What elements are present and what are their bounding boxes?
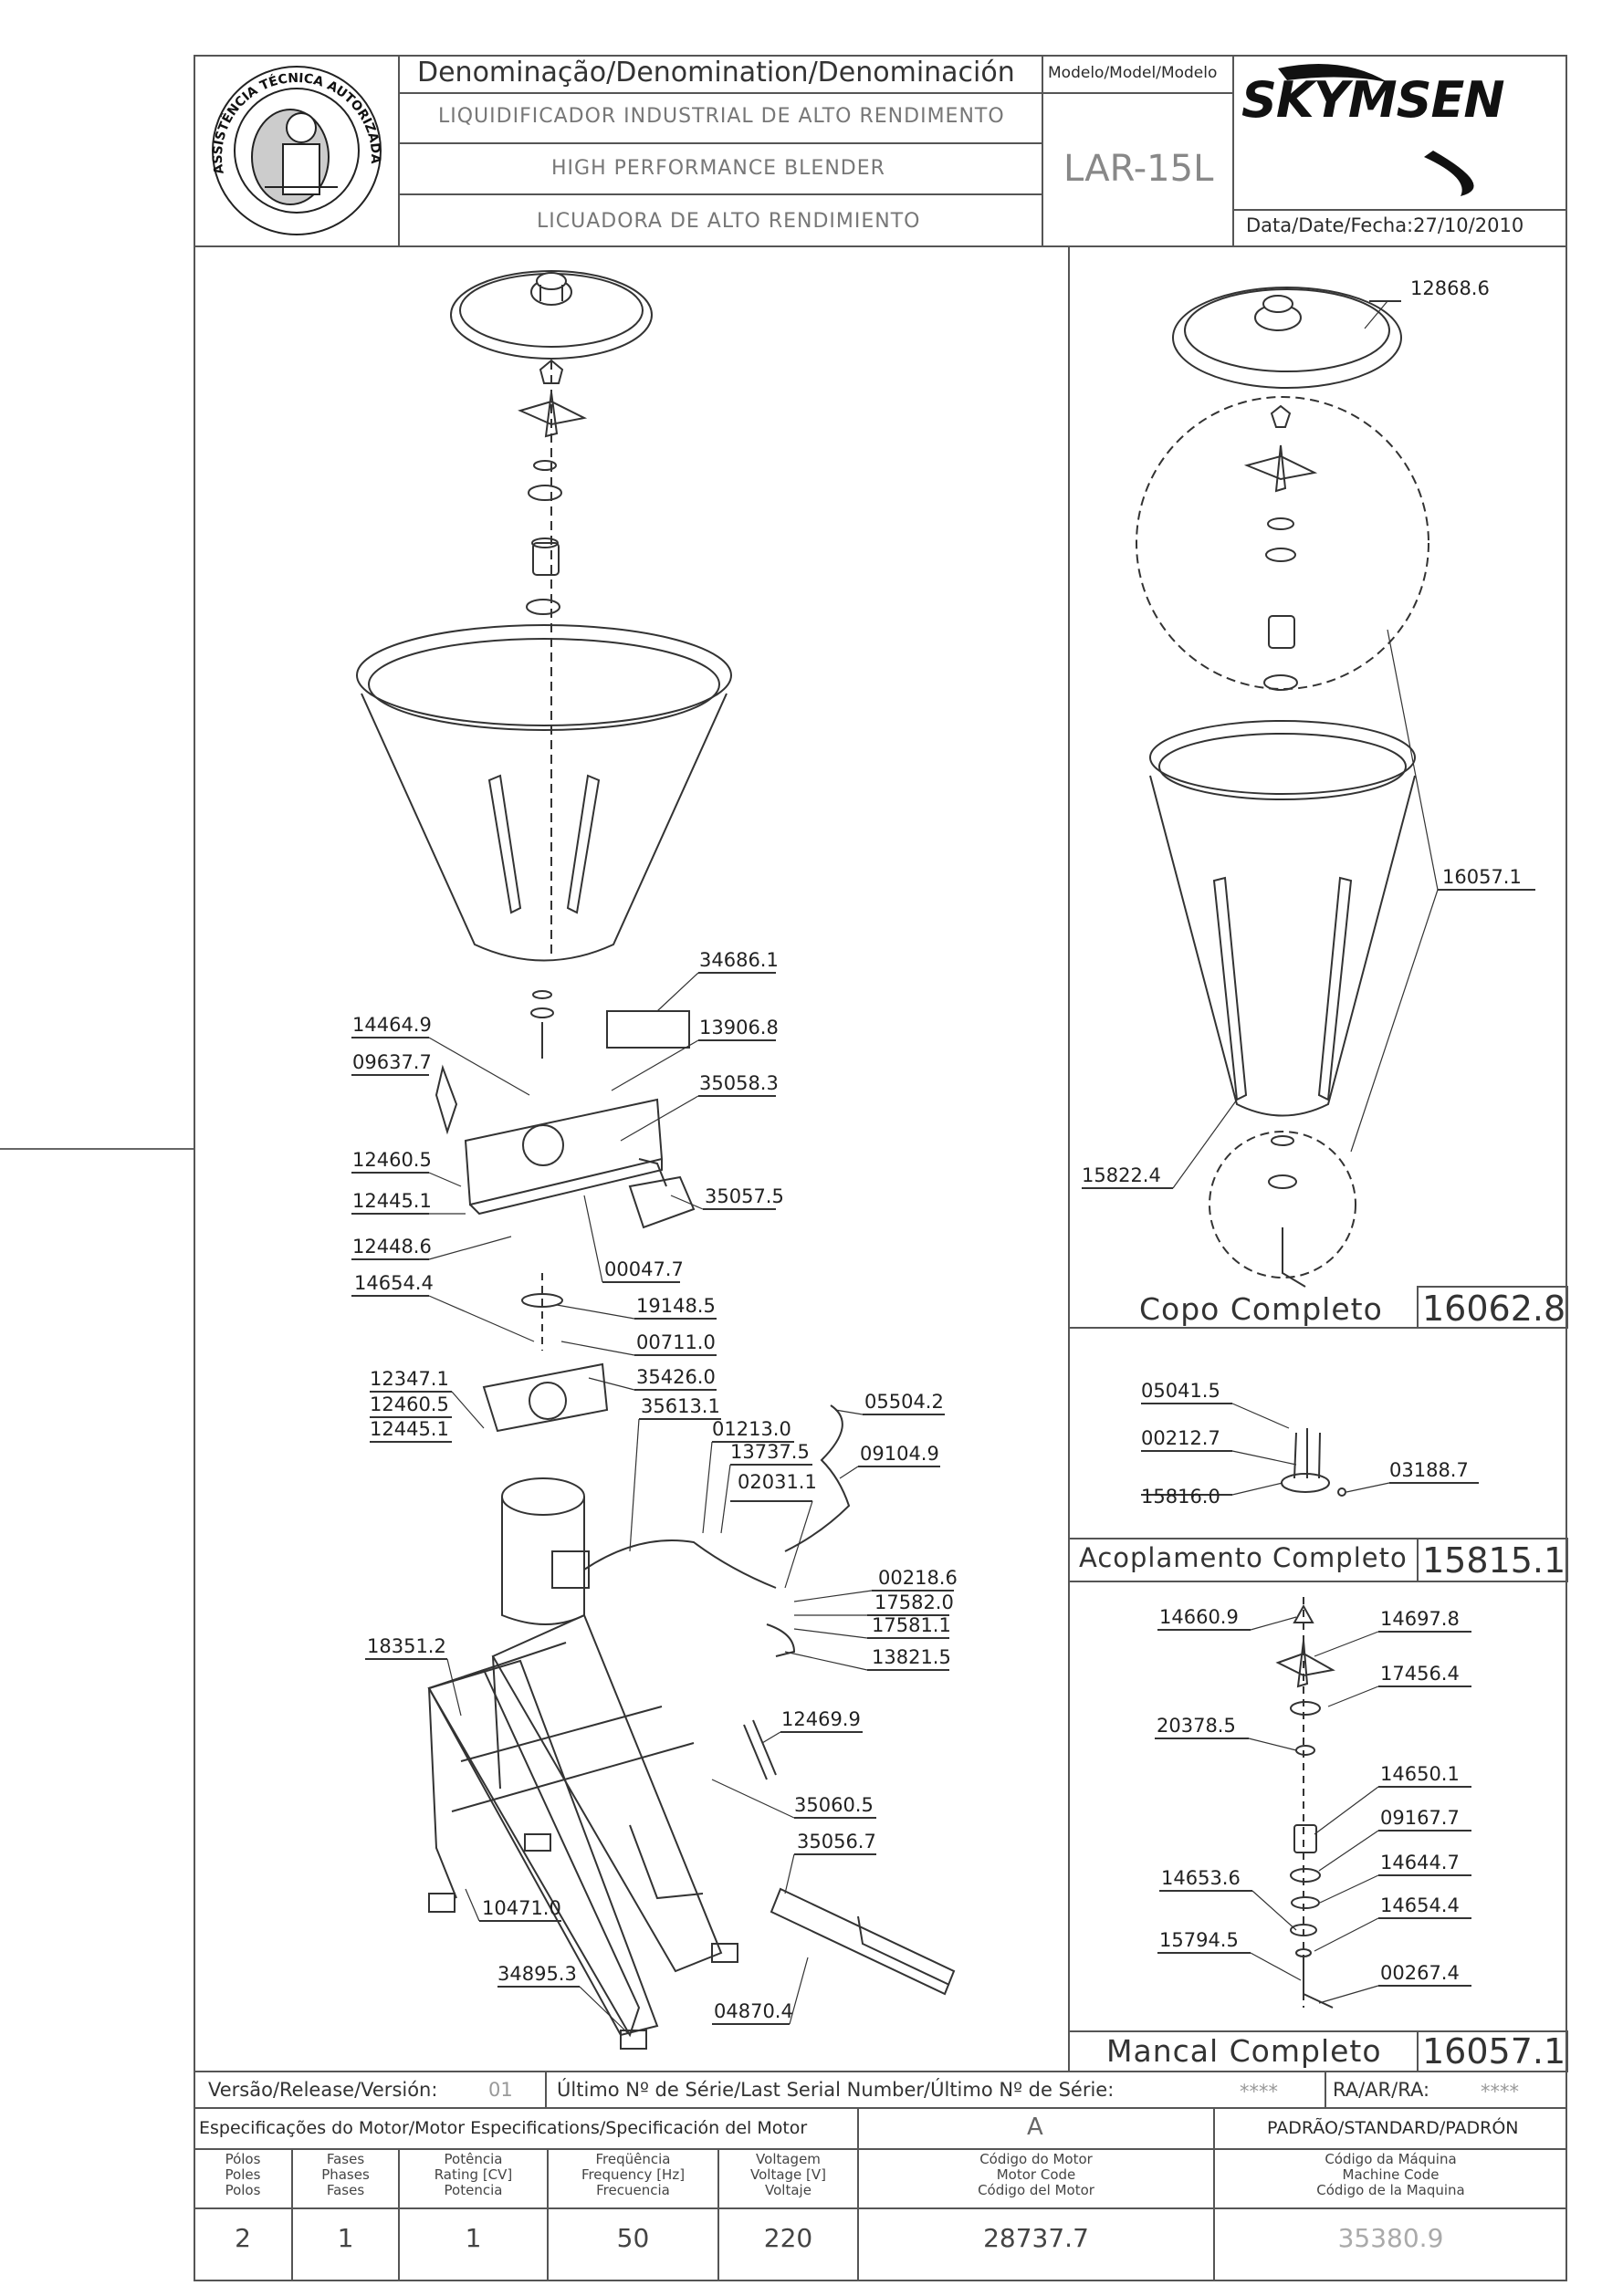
spec-machine-code-header [1214, 2152, 1567, 2198]
spec-phases-header [292, 2152, 399, 2198]
spec-label: Código del Motor [978, 2182, 1094, 2198]
part-label: 14697.8 [1380, 1608, 1460, 1630]
spec-label: Fases [326, 2182, 365, 2198]
spec-rating-value: 1 [465, 2223, 482, 2253]
standard-label: PADRÃO/STANDARD/PADRÓN [1267, 2118, 1519, 2138]
part-label: 35058.3 [699, 1072, 779, 1094]
part-label: 15822.4 [1082, 1164, 1161, 1186]
model-label: Modelo/Model/Modelo [1048, 64, 1218, 82]
part-label: 14654.4 [354, 1272, 434, 1294]
ra-value: **** [1481, 2081, 1519, 2103]
part-label: 14654.4 [1380, 1894, 1460, 1916]
part-label: 19148.5 [636, 1295, 716, 1317]
spec-label: Frecuencia [596, 2182, 670, 2198]
spec-poles-value: 2 [235, 2223, 251, 2253]
spec-machine-code-value: 35380.9 [1337, 2223, 1444, 2253]
spec-frequency-value: 50 [616, 2223, 650, 2253]
part-label: 14650.1 [1380, 1763, 1460, 1785]
spec-label: Voltagem [756, 2151, 821, 2167]
part-label: 02031.1 [738, 1471, 817, 1493]
spec-label: Freqüência [595, 2151, 671, 2167]
part-label: 00267.4 [1380, 1962, 1460, 1984]
part-label: 18351.2 [367, 1635, 446, 1657]
main-leaders [351, 973, 954, 2035]
part-label: 16057.1 [1442, 866, 1522, 888]
part-label: 12448.6 [352, 1236, 432, 1258]
part-label: 14653.6 [1161, 1867, 1241, 1889]
part-label: 17582.0 [874, 1592, 954, 1613]
main-exploded-view [357, 271, 954, 2049]
spec-rating-header [399, 2152, 548, 2198]
part-label: 14644.7 [1380, 1852, 1460, 1873]
serial-value: **** [1240, 2081, 1278, 2103]
part-label: 09167.7 [1380, 1807, 1460, 1829]
motor-spec-label: Especificações do Motor/Motor Especifications/Specificación del Motor [199, 2118, 808, 2138]
spec-voltage-value: 220 [763, 2223, 813, 2253]
spec-label: Poles [225, 2166, 261, 2183]
product-name-en: HIGH PERFORMANCE BLENDER [551, 157, 885, 180]
copo-view [1082, 287, 1535, 1287]
spec-label: Potencia [444, 2182, 503, 2198]
version-label: Versão/Release/Versión: [208, 2079, 438, 2101]
date-row [1246, 214, 1524, 236]
part-label: 20378.5 [1157, 1715, 1236, 1737]
part-label: 13737.5 [730, 1441, 810, 1463]
part-label: 12469.9 [781, 1708, 861, 1730]
part-label: 12460.5 [370, 1393, 449, 1415]
part-label: 15816.0 [1141, 1486, 1220, 1508]
spec-label: Código do Motor [979, 2151, 1093, 2167]
serial-label: Último Nº de Série/Last Serial Number/Último Nº de Série: [557, 2079, 1115, 2101]
seal-text: ASSISTÊNCIA TÉCNICA AUTORIZADA [210, 70, 383, 176]
spec-motor-code-value: 28737.7 [983, 2223, 1089, 2253]
mancal-title: Mancal Completo [1106, 2033, 1382, 2069]
part-label: 10471.0 [482, 1897, 561, 1919]
copo-title: Copo Completo [1139, 1291, 1383, 1327]
part-label: 00047.7 [604, 1258, 684, 1280]
part-label: 13821.5 [872, 1646, 951, 1668]
part-label: 12347.1 [370, 1368, 449, 1390]
spec-label: Rating [CV] [434, 2166, 513, 2183]
seal-logo [210, 67, 383, 235]
date-label: Data/Date/Fecha: [1246, 214, 1414, 236]
part-label: 17456.4 [1380, 1663, 1460, 1685]
part-label: 12445.1 [352, 1190, 432, 1212]
spec-label: Voltage [V] [750, 2166, 826, 2183]
ra-label: RA/AR/RA: [1333, 2079, 1430, 2101]
acoplamento-title: Acoplamento Completo [1079, 1542, 1408, 1573]
part-label: 13906.8 [699, 1017, 779, 1038]
part-label: 01213.0 [712, 1418, 791, 1440]
part-label: 17581.1 [872, 1614, 951, 1636]
model-code: LAR-15L [1063, 148, 1214, 190]
part-label: 09637.7 [352, 1051, 432, 1073]
part-label: 12460.5 [352, 1149, 432, 1171]
spec-label: Machine Code [1342, 2166, 1440, 2183]
spec-label: Pólos [225, 2151, 261, 2167]
copo-code: 16062.8 [1422, 1289, 1566, 1329]
acoplamento-view [1141, 1404, 1479, 1496]
version-value: 01 [488, 2079, 513, 2101]
spec-label: Código da Máquina [1325, 2151, 1457, 2167]
product-name-pt: LIQUIDIFICADOR INDUSTRIAL DE ALTO RENDIMENTO [438, 105, 1005, 128]
variant-label: A [1027, 2113, 1043, 2141]
part-label: 04870.4 [714, 2000, 793, 2022]
part-label: 03188.7 [1389, 1459, 1469, 1481]
date-value: 27/10/2010 [1413, 214, 1524, 236]
spec-label: Polos [225, 2182, 261, 2198]
product-name-es: LICUADORA DE ALTO RENDIMIENTO [537, 210, 921, 233]
part-label: 35057.5 [705, 1185, 784, 1207]
denomination-label: Denominação/Denomination/Denominación [417, 57, 1015, 89]
spec-phases-value: 1 [337, 2223, 354, 2253]
part-label: 35426.0 [636, 1366, 716, 1388]
spec-label: Fases [326, 2151, 365, 2167]
spec-motor-code-header [858, 2152, 1214, 2198]
spec-label: Voltaje [765, 2182, 812, 2198]
spec-voltage-header [718, 2152, 858, 2198]
spec-label: Phases [321, 2166, 370, 2183]
part-label: 12868.6 [1410, 277, 1490, 299]
brand-name: SKYMSEN [1241, 71, 1504, 129]
part-label: 05041.5 [1141, 1380, 1220, 1402]
part-label: 00711.0 [636, 1331, 716, 1353]
spec-label: Motor Code [996, 2166, 1076, 2183]
part-label: 35060.5 [794, 1794, 874, 1816]
part-label: 05504.2 [864, 1391, 944, 1413]
spec-frequency-header [548, 2152, 718, 2198]
part-label: 34895.3 [497, 1963, 577, 1985]
part-label: 34686.1 [699, 949, 779, 971]
part-label: 14464.9 [352, 1014, 432, 1036]
spec-label: Frequency [Hz] [581, 2166, 686, 2183]
acoplamento-code: 15815.1 [1422, 1540, 1566, 1581]
spec-label: Código de la Maquina [1316, 2182, 1465, 2198]
part-label: 35056.7 [797, 1831, 876, 1852]
part-label: 00218.6 [878, 1567, 958, 1589]
part-label: 12445.1 [370, 1418, 449, 1440]
spec-poles-header [194, 2152, 292, 2198]
spec-label: Potência [444, 2151, 503, 2167]
part-label: 35613.1 [641, 1395, 720, 1417]
part-label: 00212.7 [1141, 1427, 1220, 1449]
mancal-code: 16057.1 [1422, 2031, 1566, 2072]
part-label: 15794.5 [1159, 1929, 1239, 1951]
part-label: 14660.9 [1159, 1606, 1239, 1628]
part-label: 09104.9 [860, 1443, 939, 1465]
